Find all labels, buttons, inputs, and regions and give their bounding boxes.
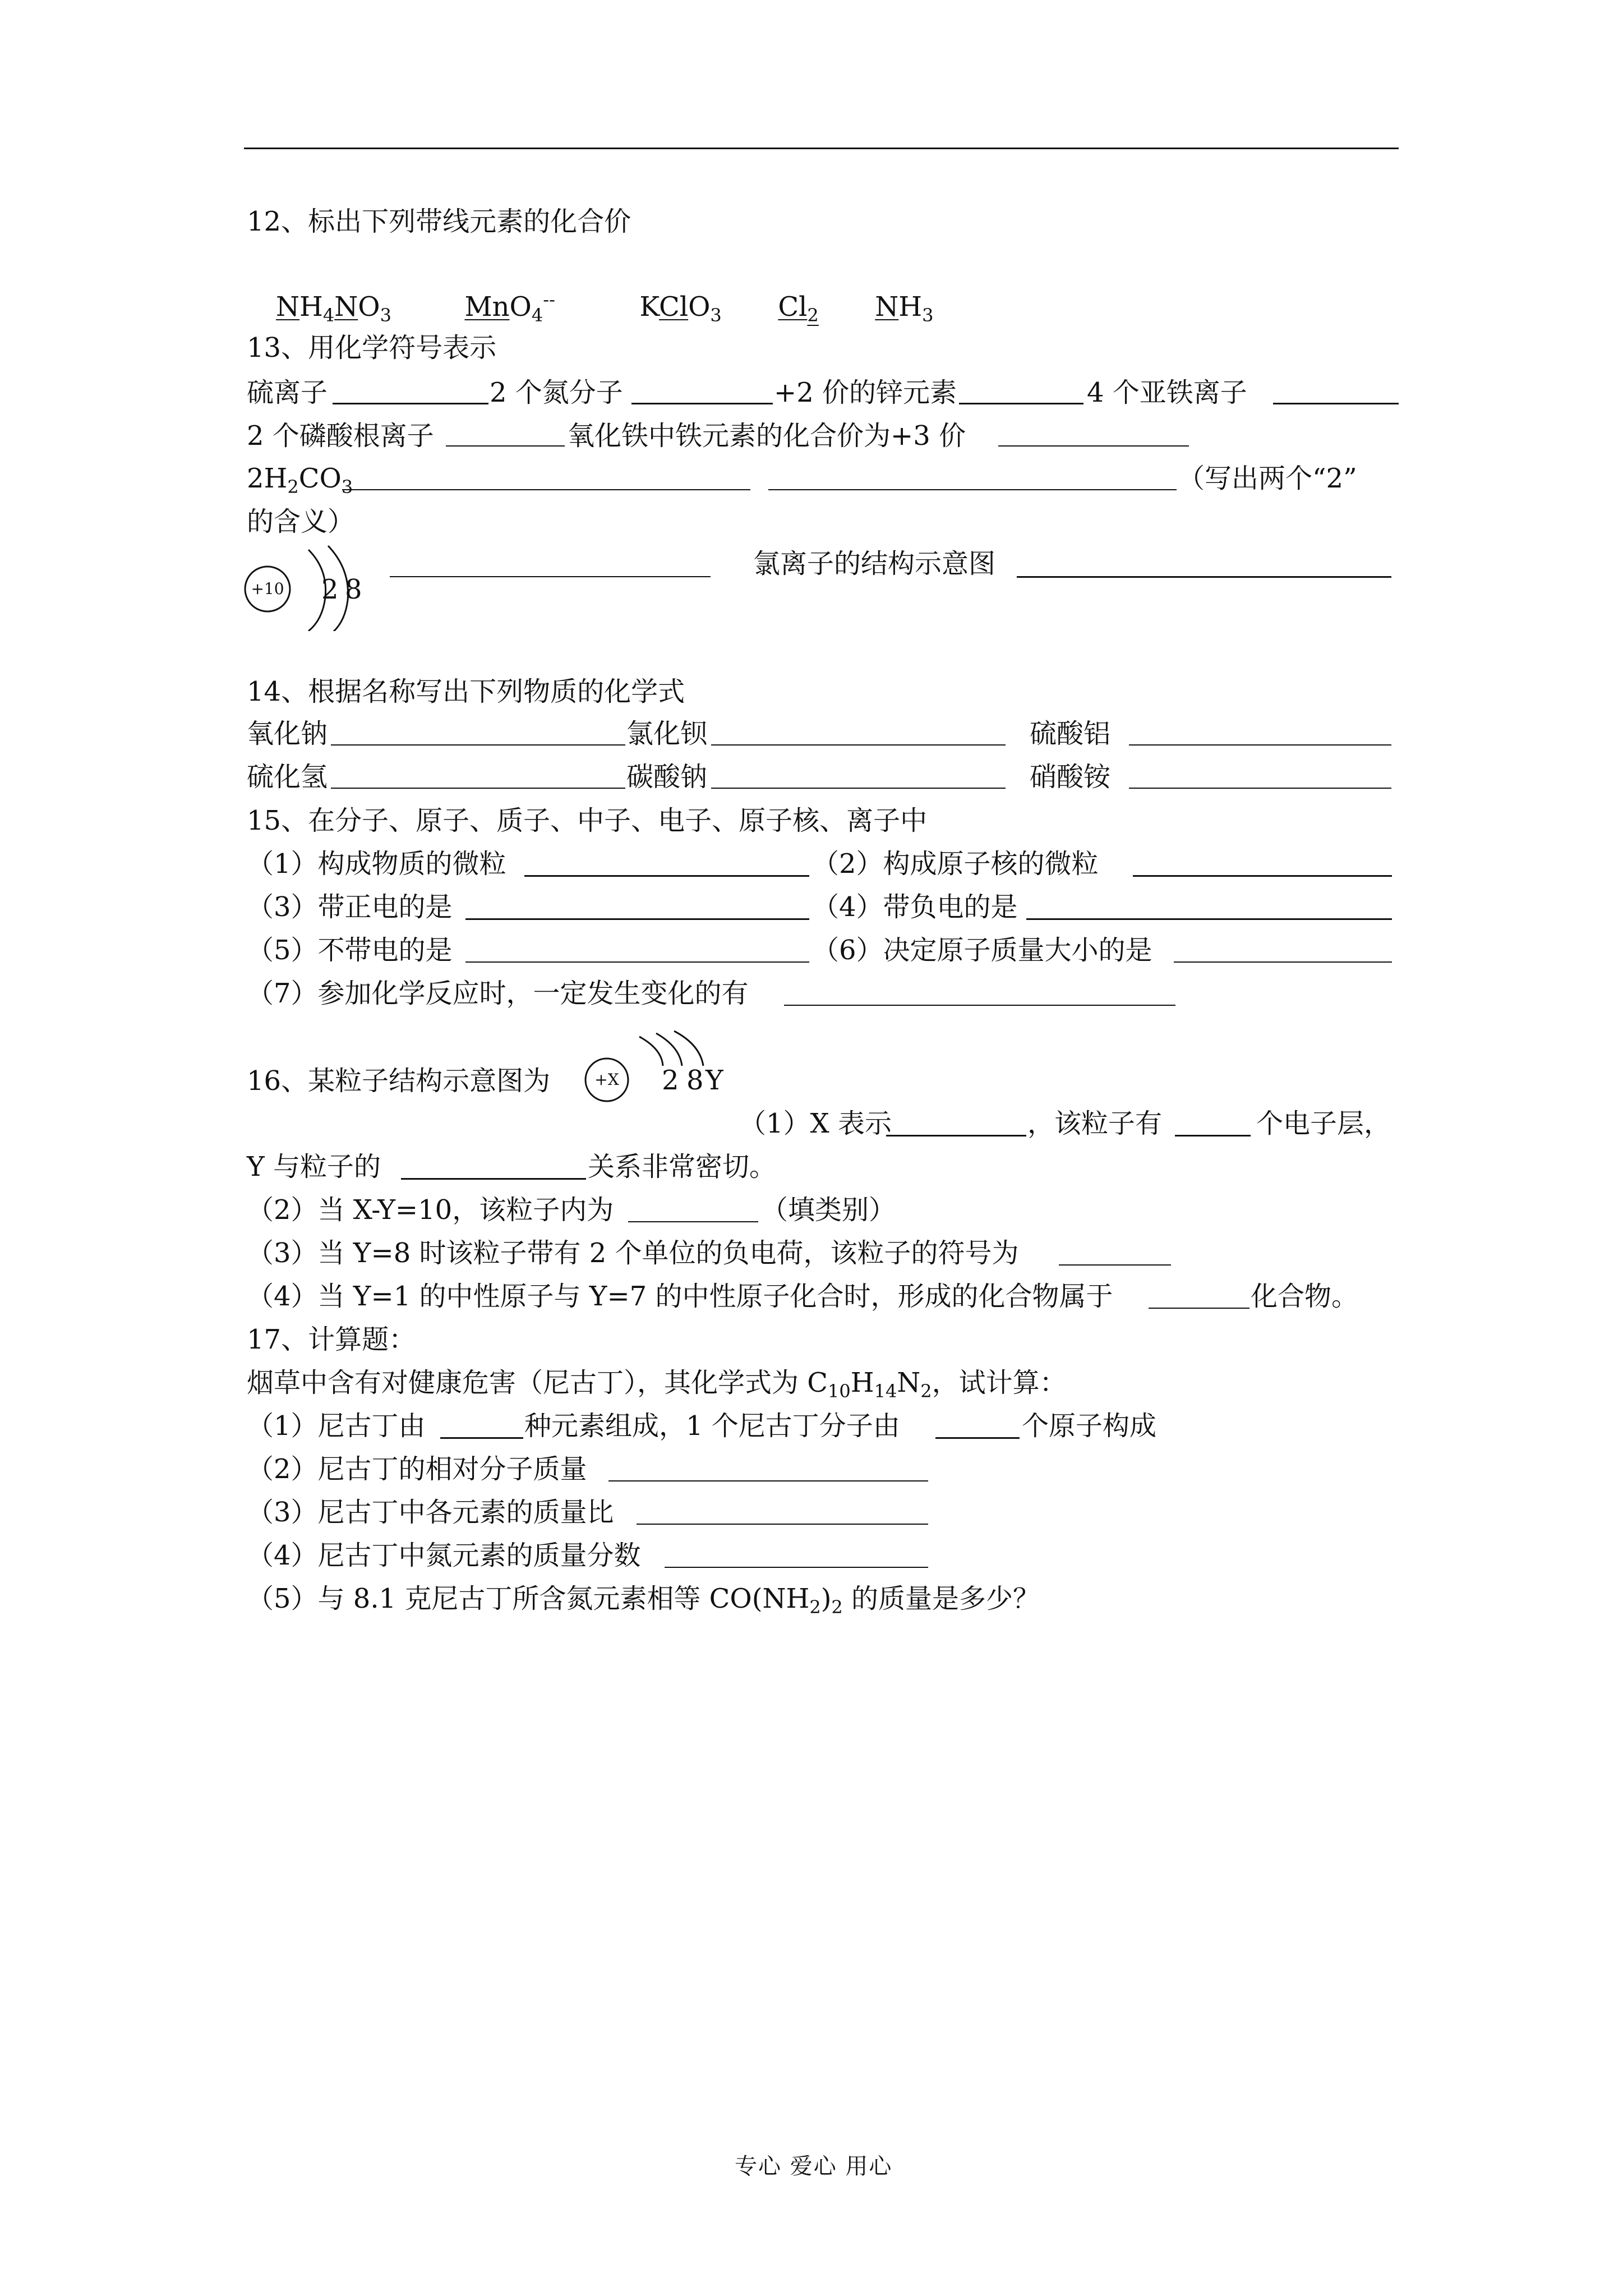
q13-feo-label: 氧化铁中铁元素的化合价为+3 价 (568, 420, 966, 452)
q16-blank-3[interactable] (1059, 1264, 1171, 1266)
q17-title: 17、计算题： (247, 1324, 416, 1355)
formula-cl2: $Cl_2$ (778, 291, 819, 326)
formula-mno4: MnO$_4$-- (464, 289, 555, 326)
formula-nh3: $NH_3$ (875, 291, 934, 326)
q16-part-1d: Y 与粒子的 (247, 1151, 381, 1182)
q15-blank-7[interactable] (784, 1005, 1175, 1006)
q17-blank-elements[interactable] (440, 1437, 523, 1439)
q13-meaning-hint-2: 的含义） (247, 506, 355, 537)
q13-zn-label: +2 价的锌元素 (774, 377, 957, 408)
q12-formulas (276, 287, 934, 326)
q14-blank-3[interactable] (1129, 744, 1391, 746)
shell-x-1-electrons: 2 (662, 1065, 679, 1096)
q17-part-1b: 种元素组成，1 个尼古丁分子由 (524, 1410, 900, 1442)
q13-sulfide-label: 硫离子 (247, 377, 328, 408)
q15-blank-2[interactable] (1133, 875, 1392, 877)
q15-part-5: （5）不带电的是 (247, 935, 453, 966)
q15-part-2: （2）构成原子核的微粒 (812, 848, 1099, 880)
header-rule (244, 148, 1399, 149)
q13-zn-blank[interactable] (959, 403, 1083, 404)
q13-po4-label: 2 个磷酸根离子 (247, 420, 434, 452)
q13-n2-label: 2 个氮分子 (490, 377, 623, 408)
q17-part-3: （3）尼古丁中各元素的质量比 (247, 1497, 614, 1528)
q16-part-4a: （4）当 Y=1 的中性原子与 Y=7 的中性原子化合时，形成的化合物属于 (247, 1281, 1113, 1312)
q13-feo-blank[interactable] (998, 445, 1189, 447)
q16-part-4b: 化合物。 (1251, 1281, 1359, 1312)
q12-title: 12、标出下列带线元素的化合价 (247, 206, 631, 237)
q13-meaning-hint: （写出两个“2” (1178, 463, 1357, 494)
formula-kclo3: KClO$_3$ (639, 291, 722, 326)
q14-blank-6[interactable] (1129, 788, 1391, 789)
q17-intro: 烟草中含有对健康危害（尼古丁），其化学式为 $C_{10}H_{14}N_2$，试计算： (247, 1367, 1067, 1402)
q15-blank-5[interactable] (465, 961, 809, 963)
q13-fe2-blank[interactable] (1273, 403, 1399, 404)
q16-blank-4[interactable] (1149, 1308, 1249, 1309)
q16-blank-y[interactable] (401, 1178, 586, 1180)
q14-blank-4[interactable] (331, 788, 625, 789)
q17-part-5: （5）与 8.1 克尼古丁所含氮元素相等 $CO(NH_2)_2$ 的质量是多少？ (247, 1583, 1040, 1618)
q13-title: 13、用化学符号表示 (247, 332, 497, 364)
q13-fe2-label: 4 个亚铁离子 (1087, 377, 1247, 408)
q16-blank-x[interactable] (886, 1135, 1026, 1137)
q15-part-4: （4）带负电的是 (812, 891, 1018, 923)
q13-meaning-blank-2[interactable] (768, 489, 1177, 490)
shell-x-3-electrons: Y (706, 1065, 723, 1096)
q17-part-4: （4）尼古丁中氮元素的质量分数 (247, 1540, 641, 1571)
shell-2-electrons: 8 (345, 574, 362, 605)
nucleus-charge: +10 (251, 579, 284, 598)
q14-item-2: 氯化钡 (626, 718, 708, 749)
shell-arc-x-1 (639, 1037, 663, 1066)
q16-part-3: （3）当 Y=8 时该粒子带有 2 个单位的负电荷，该粒子的符号为 (247, 1237, 1019, 1269)
atom-structure-diagram-neon (238, 536, 373, 631)
q14-blank-2[interactable] (711, 744, 1006, 746)
q15-title: 15、在分子、原子、质子、中子、电子、原子核、离子中 (247, 805, 928, 836)
q15-blank-3[interactable] (465, 918, 809, 920)
shell-1-electrons: 2 (321, 574, 339, 605)
q17-blank-3[interactable] (637, 1524, 928, 1525)
q16-blank-layers[interactable] (1175, 1135, 1251, 1137)
q13-h2co3-formula: $2H_2CO_3$ (247, 463, 353, 498)
q14-item-1: 氧化钠 (247, 718, 328, 749)
q13-po4-blank[interactable] (446, 445, 565, 447)
q17-part-1c: 个原子构成 (1022, 1410, 1157, 1442)
shell-x-2-electrons: 8 (686, 1065, 704, 1096)
particle-structure-diagram (578, 1027, 740, 1111)
q14-item-6: 硝酸铵 (1030, 761, 1111, 793)
q15-blank-4[interactable] (1026, 918, 1392, 920)
q15-part-1: （1）构成物质的微粒 (247, 848, 506, 880)
q15-blank-6[interactable] (1174, 961, 1392, 963)
q14-blank-1[interactable] (331, 744, 625, 746)
q13-diagram-blank[interactable] (390, 576, 711, 577)
q14-blank-5[interactable] (711, 788, 1006, 789)
q14-item-3: 硫酸铝 (1030, 718, 1111, 749)
q14-title: 14、根据名称写出下列物质的化学式 (247, 676, 685, 707)
q15-blank-1[interactable] (524, 875, 809, 877)
q17-part-1a: （1）尼古丁由 (247, 1410, 426, 1442)
q17-part-2: （2）尼古丁的相对分子质量 (247, 1453, 587, 1485)
formula-nh4no3: $NH_4NO_3$ (276, 291, 391, 326)
nucleus-charge-x: +X (594, 1070, 619, 1089)
page-footer: 专心 爱心 用心 (735, 2154, 893, 2179)
q13-chloride-label: 氯离子的结构示意图 (753, 548, 996, 579)
q16-part-1b: ，该粒子有 (1027, 1108, 1163, 1139)
q16-blank-2[interactable] (628, 1221, 758, 1222)
q17-blank-4[interactable] (665, 1567, 928, 1568)
q13-chloride-blank[interactable] (1017, 576, 1391, 578)
q16-title: 16、某粒子结构示意图为 (247, 1065, 551, 1097)
q15-part-6: （6）决定原子质量大小的是 (812, 935, 1152, 966)
q13-n2-blank[interactable] (631, 403, 773, 404)
q16-part-1e: 关系非常密切。 (588, 1151, 777, 1182)
q15-part-3: （3）带正电的是 (247, 891, 453, 923)
q13-meaning-blank-1[interactable] (342, 489, 750, 490)
q16-part-1c: 个电子层， (1256, 1108, 1391, 1139)
q17-blank-2[interactable] (608, 1480, 928, 1481)
q14-item-5: 碳酸钠 (626, 761, 708, 793)
shell-arc-x-3 (674, 1031, 703, 1066)
q15-part-7: （7）参加化学反应时，一定发生变化的有 (247, 978, 749, 1009)
q16-part-2b: （填类别） (761, 1194, 896, 1226)
q13-sulfide-blank[interactable] (333, 403, 488, 404)
q14-item-4: 硫化氢 (247, 761, 328, 793)
q17-blank-atoms[interactable] (935, 1437, 1020, 1439)
shell-arc-x-2 (656, 1033, 682, 1066)
q16-part-1a: （1）X 表示 (739, 1108, 892, 1139)
q16-part-2: （2）当 X-Y=10，该粒子内为 (247, 1194, 614, 1226)
